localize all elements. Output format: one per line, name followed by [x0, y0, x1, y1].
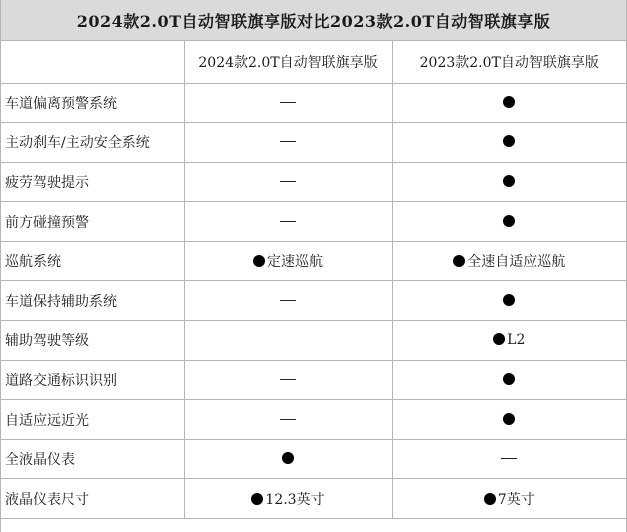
feature-label: 主动刹车/主动安全系统 [1, 123, 184, 163]
filled-circle-icon [503, 175, 515, 187]
table-row [1, 281, 626, 321]
filled-circle-icon [503, 373, 515, 385]
feature-label: 前方碰撞预警 [1, 202, 184, 242]
value-2024-cell [184, 83, 392, 123]
value-2023-cell [392, 162, 626, 202]
dash-icon [501, 458, 517, 459]
value-2024-cell [184, 321, 392, 361]
value-2023-cell [392, 439, 626, 479]
value-2023-cell [392, 202, 626, 242]
value-2023-cell [392, 281, 626, 321]
dash-icon [280, 181, 296, 182]
filled-circle-icon [503, 215, 515, 227]
value-2023-cell [392, 360, 626, 400]
value-text: L2 [507, 332, 526, 349]
value-text: 定速巡航 [267, 254, 323, 271]
value-2023-cell [392, 83, 626, 123]
table-row [1, 241, 626, 281]
table-row [1, 400, 626, 440]
filled-circle-icon [503, 413, 515, 425]
table-row [1, 360, 626, 400]
filled-circle-icon [253, 255, 265, 267]
feature-label: 巡航系统 [1, 241, 184, 281]
dash-icon [280, 221, 296, 222]
value-2023-cell [392, 241, 626, 281]
dash-icon [280, 379, 296, 380]
table-row [1, 162, 626, 202]
feature-label: 车道保持辅助系统 [1, 281, 184, 321]
dash-icon [280, 419, 296, 420]
value-2024-cell [184, 281, 392, 321]
filled-circle-icon [503, 294, 515, 306]
filled-circle-icon [251, 493, 263, 505]
dash-icon [280, 141, 296, 142]
comparison-table [1, 41, 626, 519]
table-row [1, 439, 626, 479]
filled-circle-icon [453, 255, 465, 267]
value-text: 12.3英寸 [265, 491, 325, 508]
table-row [1, 83, 626, 123]
feature-label: 自适应远近光 [1, 400, 184, 440]
value-2024-cell [184, 479, 392, 519]
value-2023-cell [392, 123, 626, 163]
filled-circle-icon [503, 96, 515, 108]
filled-circle-icon [484, 493, 496, 505]
filled-circle-icon [503, 135, 515, 147]
page-title: 2024款2.0T自动智联旗享版对比2023款2.0T自动智联旗享版 [1, 0, 626, 41]
value-2024-cell [184, 123, 392, 163]
dash-icon [280, 102, 296, 103]
value-2023-cell [392, 479, 626, 519]
value-2023-cell [392, 321, 626, 361]
table-row [1, 321, 626, 361]
value-2024-cell [184, 400, 392, 440]
header-2023-cell: 2023款2.0T自动智联旗享版 [392, 41, 626, 83]
feature-label: 辅助驾驶等级 [1, 321, 184, 361]
value-2024-cell [184, 162, 392, 202]
dash-icon [280, 300, 296, 301]
value-2023-cell [392, 400, 626, 440]
feature-label: 道路交通标识识别 [1, 360, 184, 400]
feature-label: 车道偏离预警系统 [1, 83, 184, 123]
value-2024-cell [184, 360, 392, 400]
header-feature-cell [1, 41, 184, 83]
filled-circle-icon [493, 333, 505, 345]
value-text: 7英寸 [497, 491, 535, 508]
table-row [1, 123, 626, 163]
feature-label: 全液晶仪表 [1, 439, 184, 479]
value-2024-cell [184, 202, 392, 242]
feature-label: 液晶仪表尺寸 [1, 479, 184, 519]
value-2024-cell [184, 439, 392, 479]
header-2024-cell: 2024款2.0T自动智联旗享版 [184, 41, 392, 83]
value-text: 全速自适应巡航 [467, 254, 566, 271]
filled-circle-icon [282, 452, 294, 464]
table-header-row [1, 41, 626, 83]
value-2024-cell [184, 241, 392, 281]
table-row [1, 202, 626, 242]
table-row [1, 479, 626, 519]
feature-label: 疲劳驾驶提示 [1, 162, 184, 202]
